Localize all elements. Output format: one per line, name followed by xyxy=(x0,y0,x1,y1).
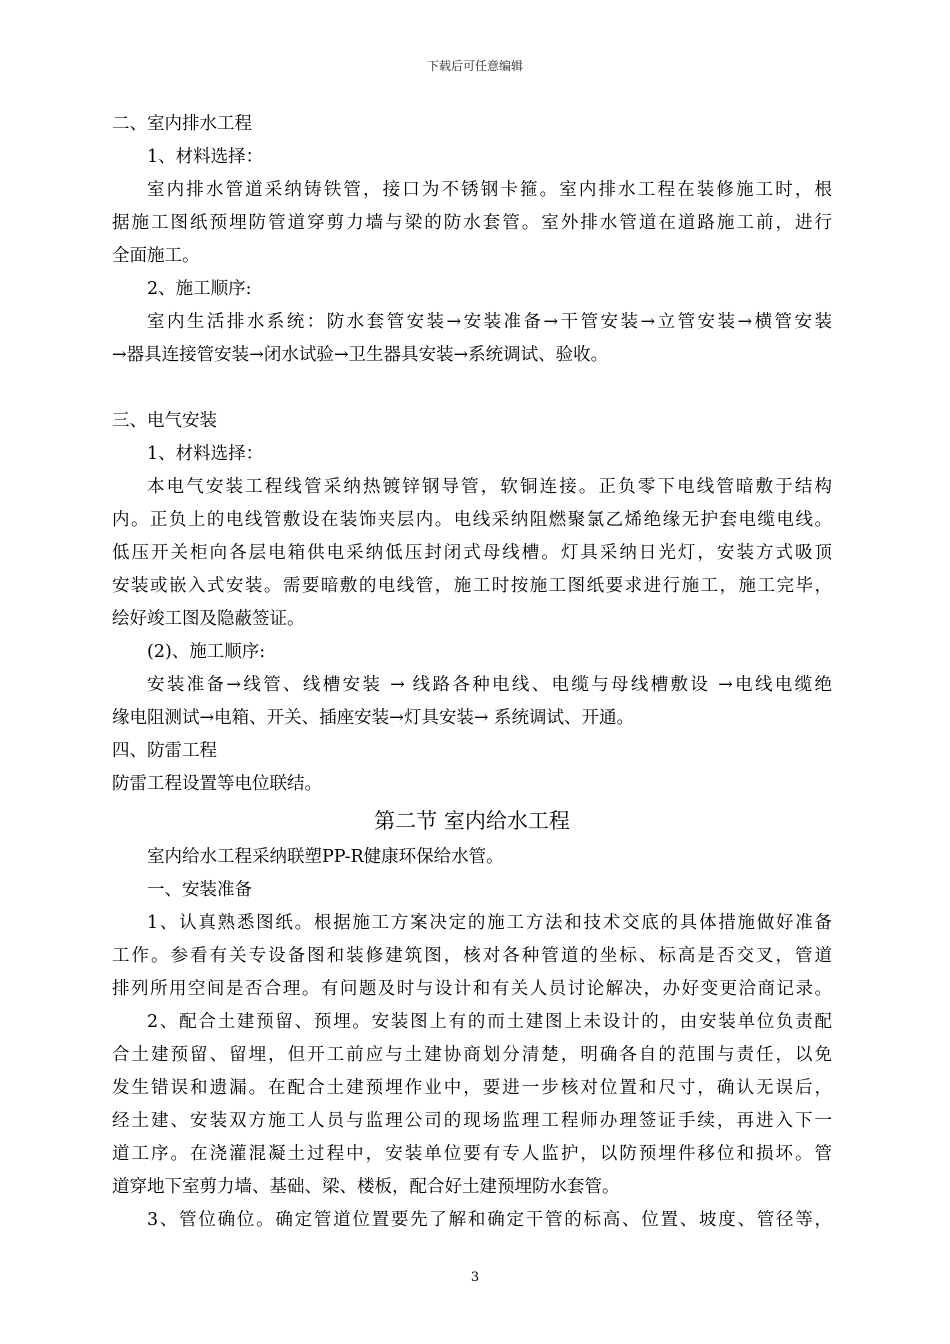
blank-line xyxy=(112,372,832,405)
text-line: 发生错误和遗漏。在配合土建预埋作业中，要进一步核对位置和尺寸，确认无误后， xyxy=(112,1078,832,1098)
text-line: 室内生活排水系统：防水套管安装→安装准备→干管安装→立管安装→横管安装 xyxy=(147,312,832,332)
page-header: 下载后可任意编辑 xyxy=(426,59,523,73)
text-line: 合土建预留、留埋，但开工前应与土建协商划分清楚，明确各自的范围与责任，以免 xyxy=(112,1045,832,1065)
text-line: 工作。参看有关专设备图和装修建筑图，核对各种管道的坐标、标高是否交叉，管道 xyxy=(112,946,832,966)
text-line: 一、安装准备 xyxy=(147,880,252,900)
text-line: 据施工图纸预埋防管道穿剪力墙与梁的防水套管。室外排水管道在道路施工前，进行 xyxy=(112,213,832,233)
text-line: 内。正负上的电线管敷设在装饰夹层内。电线采纳阻燃聚氯乙烯绝缘无护套电缆电线。 xyxy=(112,510,832,530)
text-line: 1、材料选择： xyxy=(147,147,264,167)
text-line: 缘电阻测试→电箱、开关、插座安装→灯具安装→ 系统调试、开通。 xyxy=(112,708,635,728)
text-line: 安装或嵌入式安装。需要暗敷的电线管，施工时按施工图纸要求进行施工，施工完毕， xyxy=(112,576,832,596)
section-title: 第二节 室内给水工程 xyxy=(374,809,570,833)
text-line: 1、认真熟悉图纸。根据施工方案决定的施工方法和技术交底的具体措施做好准备 xyxy=(147,913,832,933)
text-line: 四、防雷工程 xyxy=(112,741,217,761)
text-line: 道穿地下室剪力墙、基础、梁、楼板，配合好土建预埋防水套管。 xyxy=(112,1177,620,1197)
text-line: 排列所用空间是否合理。有问题及时与设计和有关人员讨论解决，办好变更洽商记录。 xyxy=(112,979,832,999)
page-number: 3 xyxy=(470,1270,480,1285)
text-line: 绘好竣工图及隐蔽签证。 xyxy=(112,609,305,629)
text-line: 2、配合土建预留、预埋。安装图上有的而土建图上未设计的，由安装单位负责配 xyxy=(147,1012,832,1032)
text-line: 低压开关柜向各层电箱供电采纳低压封闭式母线槽。灯具采纳日光灯，安装方式吸顶 xyxy=(112,543,832,563)
text-line: 防雷工程设置等电位联结。 xyxy=(112,774,322,794)
text-line: 道工序。在浇灌混凝土过程中，安装单位要有专人监护，以防预埋件移位和损坏。管 xyxy=(112,1144,832,1164)
text-line: →器具连接管安装→闭水试验→卫生器具安装→系统调试、验收。 xyxy=(112,345,609,365)
text-line: 3、管位确位。确定管道位置要先了解和确定干管的标高、位置、坡度、管径等， xyxy=(147,1210,832,1230)
text-line: (2)、施工顺序: xyxy=(147,642,266,662)
text-line: 安装准备→线管、线槽安装 → 线路各种电线、电缆与母线槽敷设 →电线电缆绝 xyxy=(147,675,832,695)
text-line: 三、电气安装 xyxy=(112,411,217,431)
document-body xyxy=(112,108,832,1237)
text-line: 2、施工顺序: xyxy=(147,279,252,299)
text-line: 室内给水工程采纳联塑PP-R健康环保给水管。 xyxy=(147,847,504,867)
text-line: 全面施工。 xyxy=(112,246,200,266)
text-line: 二、室内排水工程 xyxy=(112,114,252,134)
text-line: 室内排水管道采纳铸铁管，接口为不锈钢卡箍。室内排水工程在装修施工时，根 xyxy=(147,180,832,200)
text-line: 本电气安装工程线管采纳热镀锌钢导管，软铜连接。正负零下电线管暗敷于结构 xyxy=(147,477,832,497)
text-line: 经土建、安装双方施工人员与监理公司的现场监理工程师办理签证手续，再进入下一 xyxy=(112,1111,832,1131)
text-line: 1、材料选择： xyxy=(147,444,264,464)
